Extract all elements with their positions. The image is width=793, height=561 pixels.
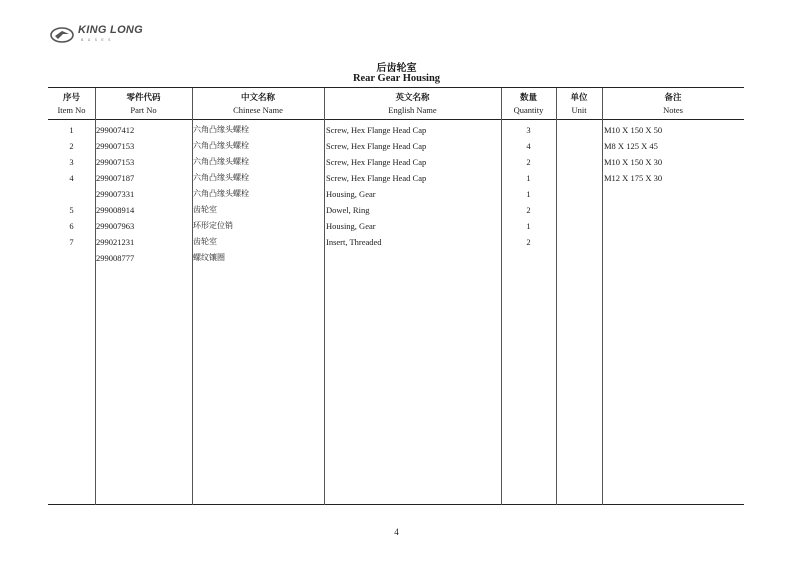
- table-row: [0, 154, 793, 170]
- quantity-cell: 4: [526, 141, 531, 151]
- header-item-no: [48, 92, 95, 118]
- header-english-name-en: English Name: [388, 105, 437, 115]
- chinese-name-cell: 螺纹镶圈: [193, 253, 225, 262]
- chinese-name-cell: 六角凸缘头螺栓: [193, 141, 249, 150]
- chinese-name-cell: 六角凸缘头螺栓: [193, 125, 249, 134]
- header-quantity-en: Quantity: [513, 105, 544, 115]
- part-no-cell: 299007187: [96, 173, 135, 183]
- item-no-cell: 1: [69, 125, 74, 135]
- chinese-name-cell: 六角凸缘头螺栓: [193, 173, 249, 182]
- item-no-cell: 6: [69, 221, 74, 231]
- quantity-cell: 2: [526, 237, 531, 247]
- header-english-name: [324, 92, 501, 118]
- quantity-cell: 2: [526, 157, 531, 167]
- item-no-cell: 3: [69, 157, 74, 167]
- header-chinese-name: [192, 92, 324, 118]
- table-row: [0, 250, 793, 266]
- header-part-no: [95, 92, 192, 118]
- header-notes-cn: 备注: [664, 93, 682, 103]
- english-name-cell: Screw, Hex Flange Head Cap: [326, 125, 427, 135]
- header-english-name-cn: 英文名称: [395, 93, 430, 103]
- header-part-no-en: Part No: [130, 105, 157, 115]
- chinese-name-cell: 六角凸缘头螺栓: [193, 189, 249, 198]
- english-name-cell: Housing, Gear: [326, 221, 376, 231]
- page-title-chinese: 后齿轮室: [376, 63, 417, 74]
- table-header-divider: [48, 119, 744, 120]
- item-no-cell: 7: [69, 237, 74, 247]
- chinese-name-cell: 六角凸缘头螺栓: [193, 157, 249, 166]
- part-no-cell: 299008914: [96, 205, 135, 215]
- header-chinese-name-cn: 中文名称: [240, 93, 275, 103]
- quantity-cell: 1: [526, 173, 531, 183]
- notes-cell: M10 X 150 X 50: [604, 125, 663, 135]
- english-name-cell: Screw, Hex Flange Head Cap: [326, 173, 427, 183]
- table-row: [0, 234, 793, 250]
- page-number: 4: [394, 527, 399, 537]
- notes-cell: M10 X 150 X 30: [604, 157, 663, 167]
- quantity-cell: 1: [526, 221, 531, 231]
- header-notes-en: Notes: [663, 105, 683, 115]
- table-top-border: [48, 87, 744, 88]
- chinese-name-cell: 齿轮室: [193, 237, 217, 246]
- part-no-cell: 299008777: [96, 253, 135, 263]
- header-chinese-name-en: Chinese Name: [233, 105, 283, 115]
- table-row: [0, 122, 793, 138]
- part-no-cell: 299021231: [96, 237, 135, 247]
- english-name-cell: Screw, Hex Flange Head Cap: [326, 157, 427, 167]
- header-notes: [602, 92, 744, 118]
- item-no-cell: 2: [69, 141, 74, 151]
- brand-subtitle: BUSES: [81, 38, 115, 42]
- item-no-cell: 5: [69, 205, 74, 215]
- table-row: [0, 138, 793, 154]
- table-row: [0, 186, 793, 202]
- notes-cell: M8 X 125 X 45: [604, 141, 658, 151]
- header-quantity: [501, 92, 556, 118]
- header-part-no-cn: 零件代码: [126, 93, 161, 103]
- chinese-name-cell: 环形定位销: [193, 221, 233, 230]
- chinese-name-cell: 齿轮室: [193, 205, 217, 214]
- table-row: [0, 170, 793, 186]
- header-quantity-cn: 数量: [519, 93, 537, 103]
- brand-logo: [50, 25, 143, 45]
- item-no-cell: 4: [69, 173, 74, 183]
- english-name-cell: Insert, Threaded: [326, 237, 382, 247]
- quantity-cell: 2: [526, 205, 531, 215]
- header-unit-en: Unit: [571, 105, 587, 115]
- king-long-emblem-icon: [50, 27, 74, 43]
- table-bottom-border: [48, 504, 744, 505]
- part-no-cell: 299007331: [96, 189, 135, 199]
- english-name-cell: Housing, Gear: [326, 189, 376, 199]
- quantity-cell: 1: [526, 189, 531, 199]
- header-unit: [556, 92, 602, 118]
- table-row: [0, 202, 793, 218]
- quantity-cell: 3: [526, 125, 531, 135]
- part-no-cell: 299007412: [96, 125, 135, 135]
- brand-name: KING LONG: [78, 24, 144, 36]
- header-item-no-cn: 序号: [62, 93, 80, 103]
- notes-cell: M12 X 175 X 30: [604, 173, 663, 183]
- header-unit-cn: 单位: [570, 93, 588, 103]
- header-item-no-en: Item No: [57, 105, 86, 115]
- english-name-cell: Screw, Hex Flange Head Cap: [326, 141, 427, 151]
- part-no-cell: 299007153: [96, 157, 135, 167]
- page-title-english: Rear Gear Housing: [352, 73, 441, 84]
- english-name-cell: Dowel, Ring: [326, 205, 370, 215]
- table-row: [0, 218, 793, 234]
- part-no-cell: 299007153: [96, 141, 135, 151]
- part-no-cell: 299007963: [96, 221, 135, 231]
